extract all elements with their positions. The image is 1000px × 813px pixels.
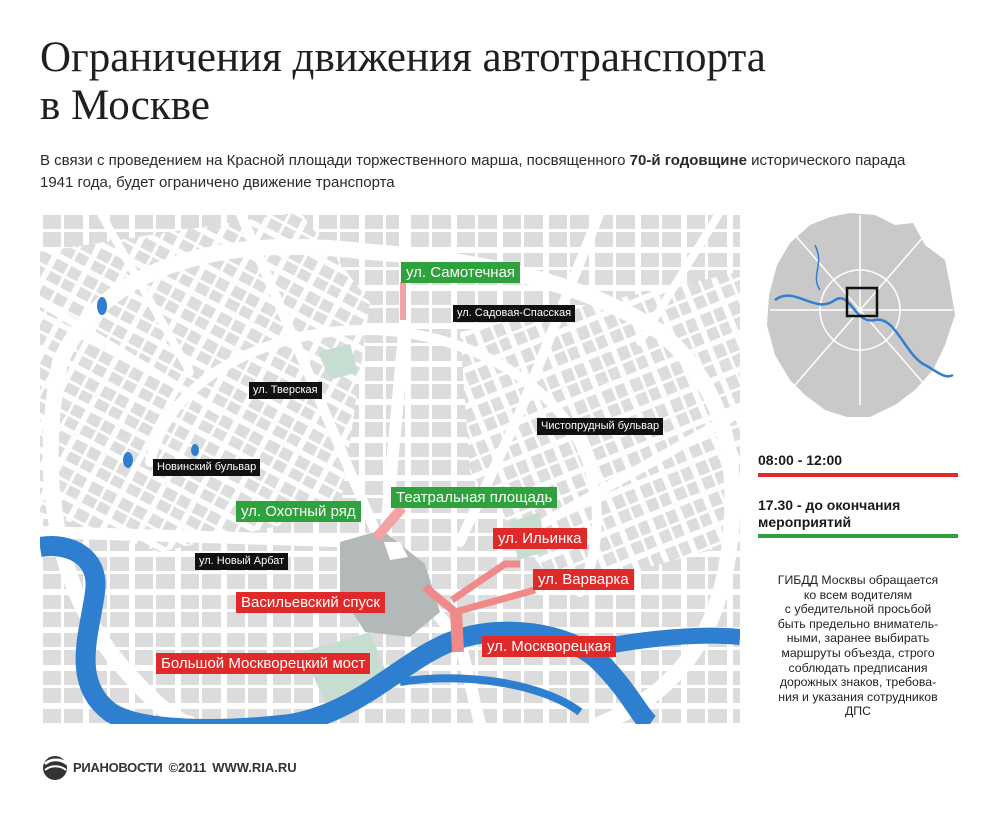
label-tverskaya: ул. Тверская [249, 382, 322, 399]
site-link[interactable]: WWW.RIA.RU [212, 759, 297, 775]
gibdd-note [758, 573, 958, 719]
note-line: дорожных знаков, требова- [779, 675, 937, 690]
legend-green-bar [758, 534, 958, 538]
legend-green-line-2: мероприятий [758, 514, 852, 530]
title-line-2: в Москве [40, 82, 210, 129]
note-line: быть предельно вниматель- [777, 616, 939, 631]
legend-red-time: 08:00 - 12:00 [758, 452, 843, 468]
city-map[interactable] [40, 212, 740, 724]
footer [40, 752, 297, 782]
label-bolshoy-most: Большой Москворецкий мост [156, 653, 370, 674]
brand-name[interactable]: РИАНОВОСТИ [73, 759, 163, 775]
legend-red-bar [758, 473, 958, 477]
label-ilyinka: ул. Ильинка [493, 528, 587, 549]
ria-logo-icon[interactable] [40, 753, 70, 781]
label-sadovaya-spasskaya: ул. Садовая-Спасская [453, 305, 575, 322]
note-line: ными, заранее выбирать [786, 631, 930, 646]
subtitle-part-1: В связи с проведением на Красной площади торжественного марша, посвященного [40, 152, 630, 169]
note-line: ния и указания сотрудников [778, 689, 938, 704]
note-line: соблюдать предписания [788, 660, 928, 675]
legend-green-line-1: 17.30 - до окончания [758, 497, 901, 513]
note-line: ко всем водителям [803, 587, 913, 602]
map-canvas [40, 212, 740, 724]
title-line-1: Ограничения движения автотранспорта [40, 34, 766, 81]
page-title [40, 34, 940, 130]
label-chistoprudny: Чистопрудный бульвар [537, 418, 663, 435]
subtitle-bold: 70-й годовщине [629, 152, 747, 169]
locator-map [755, 205, 960, 425]
label-varvarka: ул. Варварка [533, 569, 634, 590]
subtitle-line-2: 1941 года, будет ограничено движение транспорта [40, 174, 395, 191]
label-vasilevsky-spusk: Васильевский спуск [236, 592, 385, 613]
label-samotechnaya: ул. Самотечная [401, 262, 520, 283]
route-moskvoretskaya [456, 610, 458, 652]
note-line: маршруты объезда, строго [781, 645, 935, 660]
copyright: ©2011 [168, 759, 207, 775]
subtitle-part-2: исторического парада [746, 152, 906, 169]
note-line: ГИБДД Москвы обращается [777, 573, 939, 587]
note-line: ДПС [844, 704, 872, 719]
label-teatralnaya: Театральная площадь [391, 487, 557, 508]
legend-green-time [758, 497, 958, 531]
label-novy-arbat: ул. Новый Арбат [195, 553, 288, 570]
label-novinsky: Новинский бульвар [153, 459, 260, 476]
subtitle [40, 150, 960, 194]
label-moskvoretskaya: ул. Москворецкая [482, 636, 616, 657]
note-line: с убедительной просьбой [784, 602, 932, 617]
label-okhotny-ryad: ул. Охотный ряд [236, 501, 361, 522]
